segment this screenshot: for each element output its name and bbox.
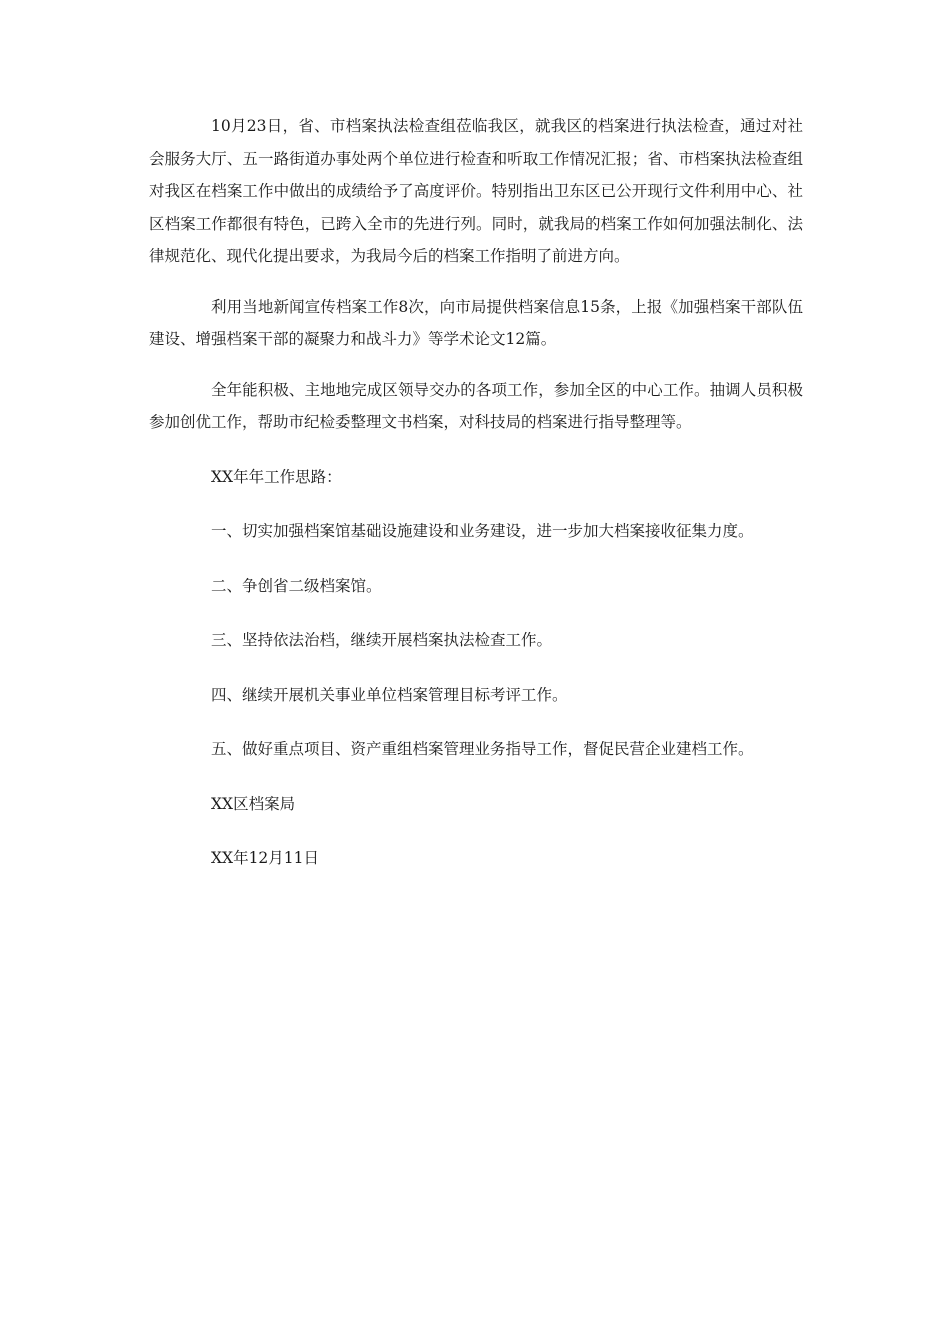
paragraph-publicity: 利用当地新闻宣传档案工作8次，向市局提供档案信息15条，上报《加强档案干部队伍建设、增强档案干部的凝聚力和战斗力》等学术论文12篇。 (149, 297, 803, 348)
paragraph-other-work: 全年能积极、主地地完成区领导交办的各项工作，参加全区的中心工作。抽调人员积极参加创优工作，帮助市纪检委整理文书档案，对科技局的档案进行指导整理等。 (149, 380, 803, 431)
document-body (149, 110, 803, 875)
plan-item-3: 三、坚持依法治档，继续开展档案执法检查工作。 (211, 631, 553, 649)
plan-item-2: 二、争创省二级档案馆。 (211, 576, 382, 595)
signature: XX区档案局 (211, 794, 296, 813)
plan-item-4: 四、继续开展机关事业单位档案管理目标考评工作。 (211, 685, 568, 704)
date: XX年12月11日 (211, 849, 320, 867)
plan-item-5: 五、做好重点项目、资产重组档案管理业务指导工作，督促民营企业建档工作。 (211, 740, 754, 758)
plan-item-1: 一、切实加强档案馆基础设施建设和业务建设，进一步加大档案接收征集力度。 (211, 522, 754, 540)
plan-heading: XX年年工作思路： (211, 467, 342, 486)
paragraph-inspection: 10月23日，省、市档案执法检查组莅临我区，就我区的档案进行执法检查，通过对社会服务大厅、五一路街道办事处两个单位进行检查和听取工作情况汇报；省、市档案执法检查组对我区在档案工作中做出的成绩给予了高度评价。特别指出卫东区已公开现行文件利用中心、社区档案工作都很有特色，已跨入全市的先进行列。同时，就我局的档案工作如何加强法制化、法律规范化、现代化提出要求，为我局今后的档案工作指明了前进方向。 (149, 117, 803, 265)
